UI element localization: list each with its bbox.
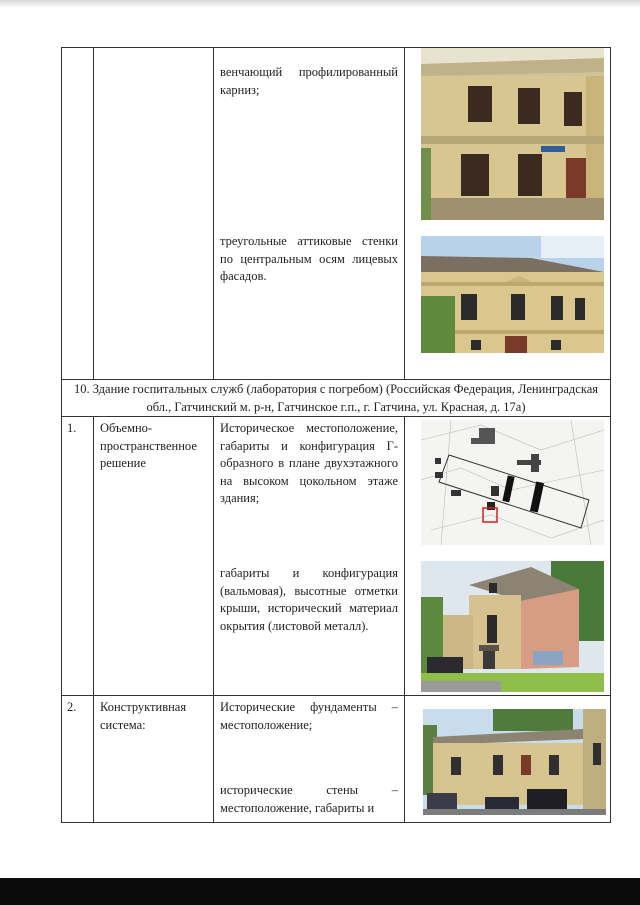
photo-building-courtyard — [423, 709, 606, 815]
photo-building-hip-roof — [421, 561, 604, 692]
section-10-title: 10. Здание госпитальных служб (лаборатория с погребом) (Российская Федерация, Ленинградская обл., Гатчинский м. р-н, Гатчинское г.п., г. Гатчина, ул. Красная, д. 17а) — [73, 382, 599, 414]
site-plan-map — [421, 420, 604, 545]
row-2-category: Конструктивная система: — [100, 700, 187, 732]
row-1-item-location: Историческое местоположение, габариты и конфигурация Г-образного в плане двухэтажного на высоком цокольном этаже здания; — [220, 421, 398, 505]
attic-walls-text: треугольные аттиковые стенки по центральным осям лицевых фасадов. — [220, 234, 398, 283]
scan-top-shade — [0, 0, 640, 8]
photo-attic-walls — [421, 236, 604, 353]
photo-facade-cornice — [421, 48, 604, 220]
scan-bottom-edge — [0, 878, 640, 905]
row-1-item-roof: габариты и конфигурация (вальмовая), высотные отметки крыши, исторический материал окрытия (листовой металл). — [220, 566, 398, 633]
row-2-item-foundations: Исторические фундаменты – местоположение; — [220, 700, 398, 732]
row-2-item-walls: исторические стены – местоположение, габариты и — [220, 783, 398, 815]
row-2-number: 2. — [67, 700, 77, 714]
row-1-category: Объемно-пространственное решение — [100, 421, 197, 470]
row-1-number: 1. — [67, 421, 77, 435]
cornice-text: венчающий профилированный карниз; — [220, 65, 398, 97]
